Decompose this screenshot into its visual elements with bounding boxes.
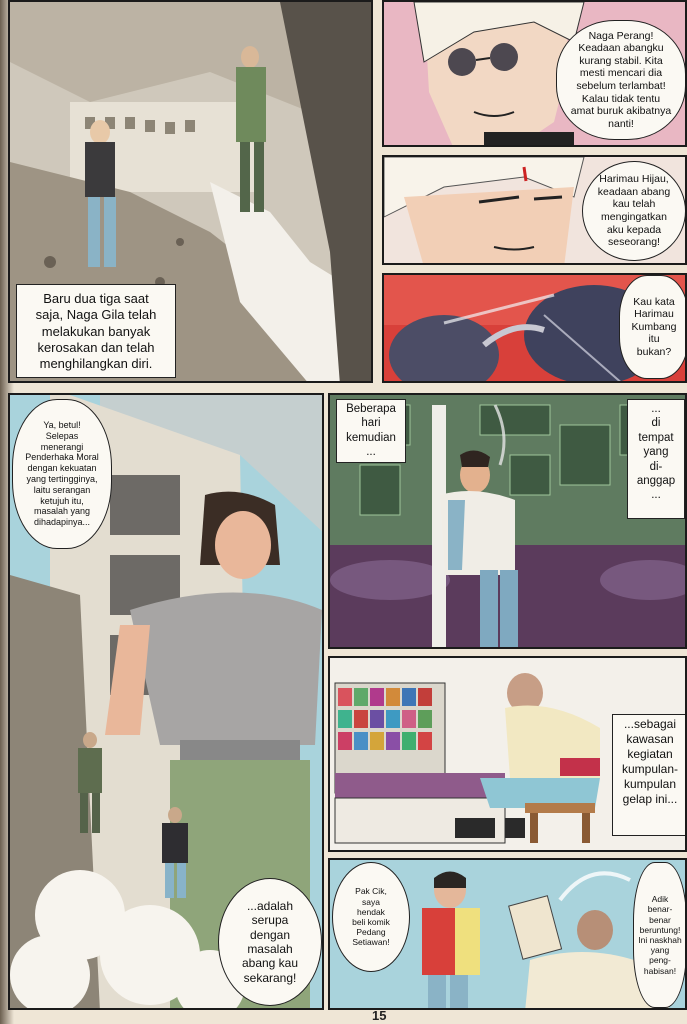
panel-8-speech-bubble-left: Pak Cik, saya hendak beli komik Pedang Setiawan! (332, 862, 410, 972)
panel-5-speech-bubble-top: Ya, betul! Selepas menerangi Penderhaka Moral dengan kekuatan yang tertingginya, laitu serangan ketujuh itu, masalah yang dihadapinya... (12, 399, 112, 549)
panel-6 (328, 393, 687, 649)
panel-3 (382, 155, 687, 265)
page-number: 15 (372, 1008, 387, 1023)
panel-5 (8, 393, 324, 1010)
panel-2 (382, 0, 687, 147)
panel-8-speech-bubble-right: Adik benar- benar beruntung! Ini naskhah yang peng- habisan! (633, 862, 687, 1008)
panel-7 (328, 656, 687, 852)
panel-8 (328, 858, 687, 1010)
panel-3-speech-bubble: Harimau Hijau, keadaan abang kau telah mengingatkan aku kepada seseorang! (582, 161, 686, 261)
panel-2-speech-bubble: Naga Perang! Keadaan abangku kurang stabil. Kita mesti mencari dia sebelum terlambat! Kalau tidak tentu amat buruk akibatnya nanti! (556, 20, 686, 140)
panel-7-caption: ...sebagai kawasan kegiatan kumpulan- kumpulan gelap ini... (612, 714, 687, 836)
panel-6-caption-left: Beberapa hari kemudian ... (336, 399, 406, 463)
panel-1-caption: Baru dua tiga saat saja, Naga Gila telah melakukan banyak kerosakan dan telah menghilangkan diri. (16, 284, 176, 378)
panel-5-speech-bubble-bottom: ...adalah serupa dengan masalah abang kau sekarang! (218, 878, 322, 1006)
panel-4 (382, 273, 687, 383)
panel-1 (8, 0, 373, 383)
panel-4-speech-bubble: Kau kata Harimau Kumbang itu bukan? (619, 275, 687, 379)
panel-6-caption-right: ... di tempat yang di- anggap ... (627, 399, 685, 519)
